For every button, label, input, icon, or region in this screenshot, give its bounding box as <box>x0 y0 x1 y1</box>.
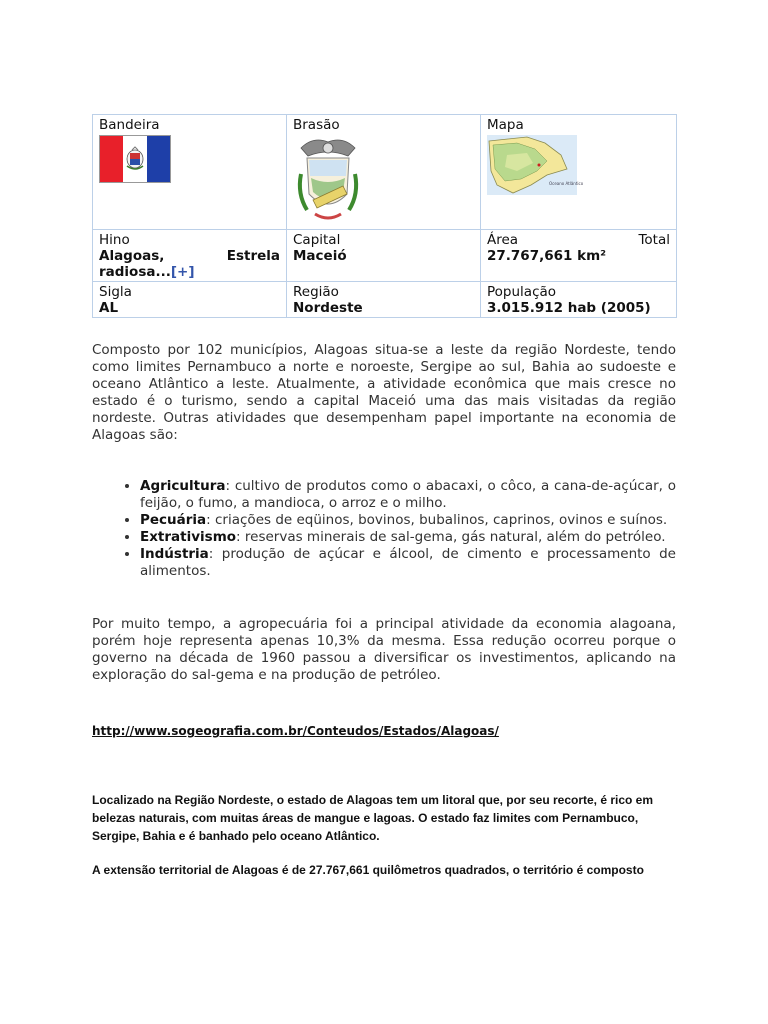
economy-activities-list <box>92 478 676 580</box>
area-value: 27.767,661 km² <box>487 248 607 264</box>
map-label: Mapa <box>487 117 524 133</box>
state-info-table <box>92 114 677 318</box>
list-item: • Indústria: produção de açúcar e álcool, de cimento e processamento de alimentos. <box>140 546 676 580</box>
abbreviation-cell <box>93 282 287 318</box>
abbreviation-label: Sigla <box>99 284 132 300</box>
paragraph-agriculture: Por muito tempo, a agropecuária foi a principal atividade da economia alagoana, porém hoje representa apenas 10,3% da mesma. Essa redução ocorreu porque o governo na década de 1960 passou a diversificar os investimentos, aplicando na exploração do sal-gema e na produção de petróleo. <box>92 616 676 683</box>
abbreviation-value: AL <box>99 300 119 316</box>
flag-label: Bandeira <box>99 117 160 133</box>
capital-value: Maceió <box>293 248 347 264</box>
capital-label: Capital <box>293 232 341 248</box>
coat-of-arms-label: Brasão <box>293 117 340 133</box>
alagoas-map-image <box>487 135 584 195</box>
source-link-row <box>92 720 676 739</box>
document-page <box>92 114 676 879</box>
anthem-title-line1: Alagoas, Estrela <box>99 248 280 264</box>
population-cell <box>481 282 677 318</box>
list-item: • Pecuária: criações de eqüinos, bovinos, bubalinos, caprinos, ovinos e suínos. <box>140 512 676 529</box>
coat-of-arms-image <box>293 134 363 224</box>
area-cell <box>481 230 677 282</box>
list-item: • Agricultura: cultivo de produtos como o abacaxi, o côco, a cana-de-açúcar, o feijão, o fumo, a mandioca, o arroz e o milho. <box>140 478 676 512</box>
area-label: Área Total <box>487 232 670 248</box>
anthem-expand-link[interactable]: [+] <box>170 264 195 280</box>
region-label: Região <box>293 284 339 300</box>
paragraph-territory: A extensão territorial de Alagoas é de 27.767,661 quilômetros quadrados, o território é composto <box>92 863 644 877</box>
anthem-label: Hino <box>99 232 130 248</box>
map-cell <box>481 115 677 230</box>
population-label: População <box>487 284 557 300</box>
region-value: Nordeste <box>293 300 363 316</box>
paragraph-location: Localizado na Região Nordeste, o estado de Alagoas tem um litoral que, por seu recorte, é rico em belezas naturais, com muitas áreas de mangue e lagoas. O estado faz limites com Pernambuco, Sergipe, Bahia e é banhado pelo oceano Atlântico. <box>92 793 654 843</box>
anthem-title-line2: radiosa...[+] <box>99 264 195 280</box>
flag-cell <box>93 115 287 230</box>
alagoas-flag-image <box>99 135 171 183</box>
coat-of-arms-cell <box>287 115 481 230</box>
source-link[interactable]: http://www.sogeografia.com.br/Conteudos/Estados/Alagoas/ <box>92 724 499 738</box>
population-value: 3.015.912 hab (2005) <box>487 300 651 316</box>
paragraph-overview: Composto por 102 municípios, Alagoas situa-se a leste da região Nordeste, tendo como limites Pernambuco a norte e noroeste, Sergipe ao sul, Bahia ao sudoeste e oceano Atlântico a leste. Atualmente, a atividade econômica que mais cresce no estado é o turismo, sendo a capital Maceió uma das mais visitadas da região nordeste. Outras atividades que desempenham papel importante na economia de Alagoas são: <box>92 342 676 443</box>
anthem-cell <box>93 230 287 282</box>
ocean-label: Oceano Atlântico <box>549 181 584 186</box>
region-cell <box>287 282 481 318</box>
capital-cell <box>287 230 481 282</box>
coat-of-arms-icon <box>123 136 147 182</box>
list-item: • Extrativismo: reservas minerais de sal-gema, gás natural, além do petróleo. <box>140 529 676 546</box>
